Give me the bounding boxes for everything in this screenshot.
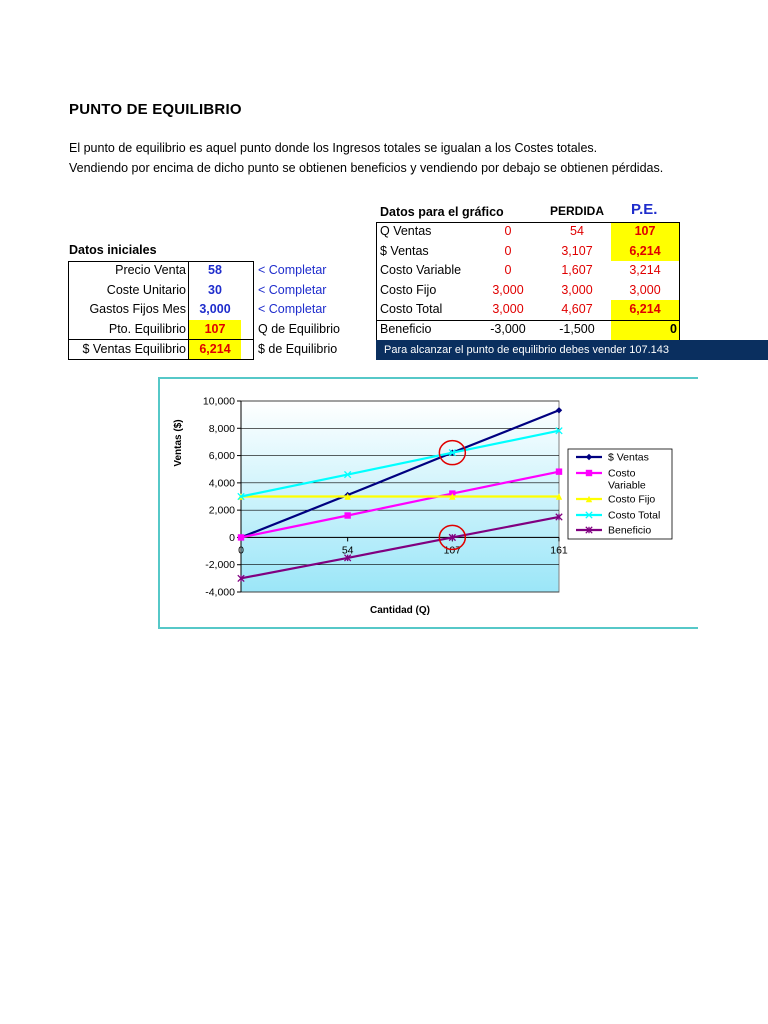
- cell-value: 3,214: [629, 263, 661, 277]
- cell-label: Costo Fijo: [380, 282, 437, 297]
- cell-value: -1,500: [559, 322, 595, 336]
- y-tick-label: 4,000: [208, 477, 235, 490]
- cell-value: 1,607: [561, 263, 593, 277]
- cell-note: < Completar: [258, 282, 327, 297]
- y-axis-ticks: [203, 396, 241, 599]
- cell-value: -3,000: [490, 322, 526, 336]
- break-even-chart: [160, 379, 678, 627]
- cell-value: 6,214: [629, 302, 661, 316]
- cell-input[interactable]: 58: [208, 263, 222, 277]
- cell-value: 0: [504, 243, 512, 258]
- cell-label: Beneficio: [380, 322, 432, 336]
- cell-value: 4,607: [561, 302, 593, 316]
- cell-result: 6,214: [189, 340, 241, 359]
- cell-value: 0: [504, 224, 512, 238]
- cell-label: Costo Variable: [380, 263, 462, 277]
- cell-value: 3,000: [629, 282, 661, 297]
- x-axis-label: Cantidad (Q): [370, 605, 430, 616]
- cell-value: 54: [570, 224, 584, 238]
- legend-label: Beneficio: [608, 524, 652, 537]
- legend-label: $ Ventas: [608, 451, 649, 464]
- y-tick-label: 6,000: [208, 450, 235, 463]
- legend-label-line: Costo: [608, 467, 636, 480]
- legend-label: Costo Total: [608, 509, 661, 522]
- page-title: PUNTO DE EQUILIBRIO: [69, 101, 242, 118]
- cell-label: $ Ventas Equilibrio: [82, 341, 186, 356]
- cell-value: 0: [670, 322, 677, 336]
- cell-note: < Completar: [258, 302, 327, 316]
- cell-label: Costo Total: [380, 302, 443, 316]
- result-banner: Para alcanzar el punto de equilibrio debes vender 107.143: [376, 340, 768, 360]
- chart-legend: [568, 449, 672, 539]
- cell-label: Gastos Fijos Mes: [89, 302, 186, 316]
- cell-value: 3,000: [492, 302, 524, 316]
- cell-input[interactable]: 3,000: [199, 302, 231, 316]
- data-point: [586, 470, 592, 476]
- cell-note: < Completar: [258, 263, 327, 277]
- cell-label: Q Ventas: [380, 224, 432, 238]
- x-tick-label: 161: [550, 544, 568, 557]
- y-axis-label: Ventas ($): [173, 419, 184, 467]
- intro-line-1: El punto de equilibrio es aquel punto donde los Ingresos totales se igualan a los Costes totales.: [69, 141, 598, 155]
- cell-value: 3,000: [561, 282, 593, 297]
- y-tick-label: -2,000: [205, 559, 235, 572]
- legend-label-line: Variable: [608, 479, 646, 492]
- x-tick-label: 0: [238, 544, 244, 557]
- row-beneficio: [376, 320, 680, 340]
- row-ventas: [376, 242, 680, 262]
- cell-value: 3,107: [561, 243, 593, 258]
- data-point: [556, 468, 562, 474]
- x-tick-label: 107: [443, 544, 462, 557]
- cell-value: 3,000: [492, 282, 524, 297]
- row-costo-variable: [376, 261, 680, 281]
- x-tick-label: 54: [341, 544, 354, 557]
- data-point: [344, 512, 350, 518]
- cell-label: Precio Venta: [115, 263, 186, 277]
- y-tick-label: -4,000: [205, 586, 235, 599]
- datos-grafico-title: Datos para el gráfico: [380, 205, 504, 219]
- cell-value: 107: [634, 224, 656, 238]
- datos-iniciales-title: Datos iniciales: [69, 243, 157, 257]
- intro-line-2: Vendiendo por encima de dicho punto se obtienen beneficios y vendiendo por debajo se obtienen pérdidas.: [69, 161, 664, 175]
- cell-note: Q de Equilibrio: [258, 321, 340, 336]
- row-costo-fijo: [376, 281, 680, 301]
- cell-value: 6,214: [629, 243, 661, 258]
- cell-input[interactable]: 30: [208, 282, 222, 297]
- y-tick-label: 10,000: [202, 395, 235, 408]
- y-tick-label: 8,000: [208, 422, 235, 435]
- cell-label: Coste Unitario: [106, 282, 186, 297]
- row-q-ventas: [376, 222, 680, 242]
- col-pe-header: P.E.: [631, 201, 658, 218]
- cell-note: $ de Equilibrio: [258, 341, 338, 356]
- cell-result: 107: [189, 320, 241, 339]
- col-perdida-header: PERDIDA: [550, 204, 605, 218]
- legend-label: Costo Fijo: [608, 493, 656, 506]
- y-tick-label: 0: [229, 531, 235, 544]
- cell-value: 0: [504, 263, 512, 277]
- cell-label: $ Ventas: [380, 243, 429, 258]
- data-point: [238, 534, 244, 540]
- cell-label: Pto. Equilibrio: [108, 321, 186, 336]
- row-costo-total: [376, 300, 680, 320]
- y-tick-label: 2,000: [208, 504, 235, 517]
